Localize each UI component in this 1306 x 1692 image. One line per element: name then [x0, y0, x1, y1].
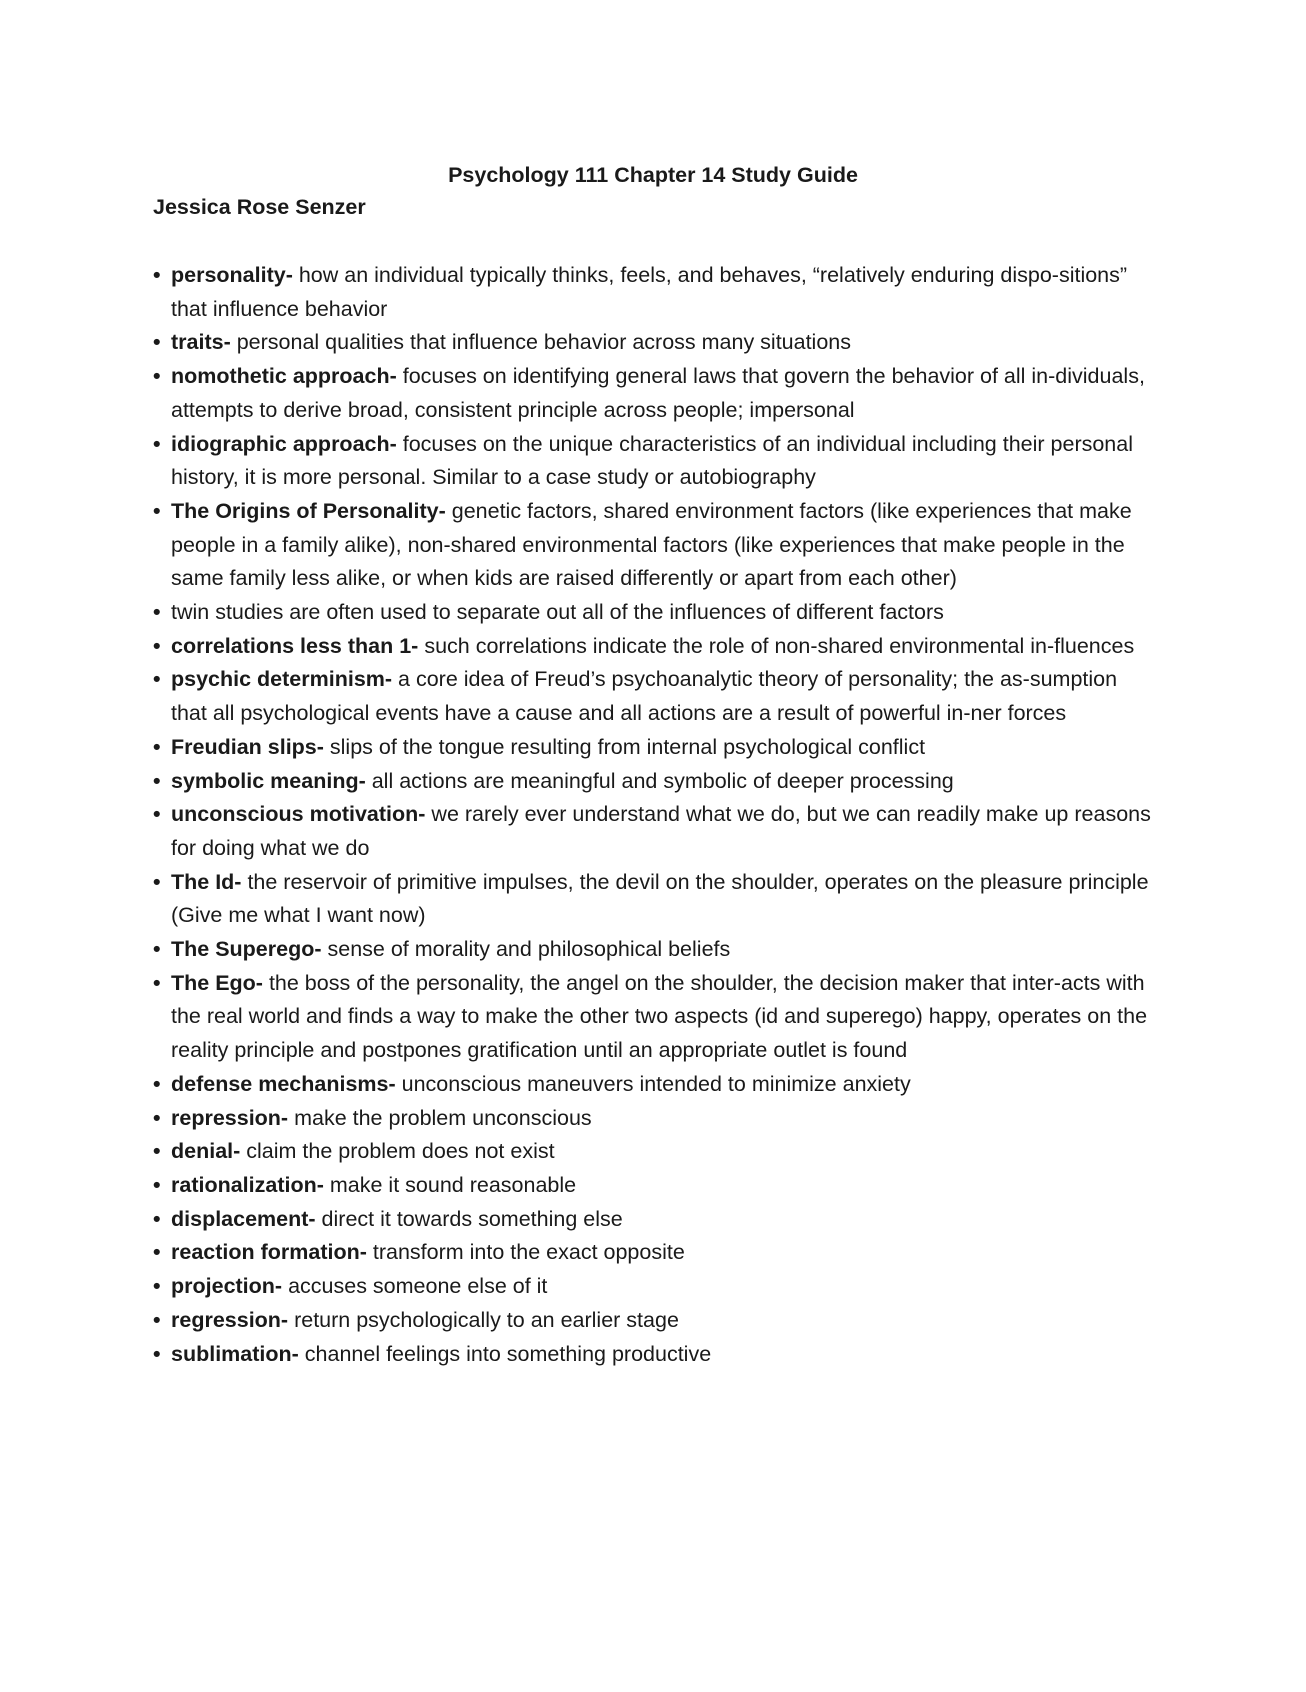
- list-item: [153, 663, 1153, 730]
- bullet-icon: •: [153, 1071, 161, 1096]
- term-label: psychic determinism-: [171, 667, 393, 692]
- list-item: [153, 428, 1153, 495]
- list-item: [153, 866, 1153, 933]
- bullet-icon: •: [153, 970, 161, 995]
- term-definition: the reservoir of primitive impulses, the devil on the shoulder, operates on the pleasure principle (Give me what I want now): [171, 869, 1149, 928]
- list-item: [153, 1304, 1153, 1338]
- term-definition: channel feelings into something productive: [298, 1341, 712, 1366]
- term-label: correlations less than 1-: [171, 633, 419, 658]
- term-definition: twin studies are often used to separate out all of the influences of different factors: [171, 600, 944, 625]
- term-definition: slips of the tongue resulting from internal psychological conflict: [323, 734, 926, 759]
- term-label: reaction formation-: [171, 1240, 367, 1265]
- list-item: [153, 596, 1153, 630]
- term-label: unconscious motivation-: [171, 802, 426, 827]
- bullet-icon: •: [153, 600, 161, 625]
- term-label: defense mechanisms-: [171, 1071, 396, 1096]
- bullet-icon: •: [153, 1307, 161, 1332]
- document-title: Psychology 111 Chapter 14 Study Guide: [448, 163, 858, 187]
- term-definition: a core idea of Freud’s psychoanalytic theory of personality; the as-sumption that all psychological events have a cause and all actions are a result of powerful in-ner forces: [171, 667, 1118, 726]
- list-item: [153, 731, 1153, 765]
- term-definition: genetic factors, shared environment factors (like experiences that make people in a family alike), non-shared environmental factors (like experiences that make people in the same family less alike, or when kids are raised differently or apart from each other): [171, 498, 1132, 591]
- list-item: [153, 1102, 1153, 1136]
- bullet-icon: •: [153, 667, 161, 692]
- list-item: [153, 259, 1153, 326]
- term-label: idiographic approach-: [171, 431, 397, 456]
- bullet-icon: •: [153, 1341, 161, 1366]
- term-label: denial-: [171, 1139, 241, 1164]
- bullet-icon: •: [153, 1172, 161, 1197]
- list-item: [153, 1270, 1153, 1304]
- list-item: [153, 765, 1153, 799]
- list-item: [153, 798, 1153, 865]
- bullet-icon: •: [153, 330, 161, 355]
- list-item: [153, 1236, 1153, 1270]
- list-item: [153, 1135, 1153, 1169]
- bullet-icon: •: [153, 937, 161, 962]
- term-label: regression-: [171, 1307, 289, 1332]
- term-definition: focuses on the unique characteristics of an individual including their personal history, it is more personal. Similar to a case study or autobiography: [171, 431, 1133, 490]
- bullet-icon: •: [153, 364, 161, 389]
- list-item: [153, 360, 1153, 427]
- list-item: [153, 1203, 1153, 1237]
- list-item: [153, 1169, 1153, 1203]
- bullet-icon: •: [153, 263, 161, 287]
- bullet-icon: •: [153, 1105, 161, 1130]
- term-definition: unconscious maneuvers intended to minimize anxiety: [395, 1071, 911, 1096]
- bullet-icon: •: [153, 768, 161, 793]
- list-item: [153, 1338, 1153, 1372]
- list-item: [153, 967, 1153, 1068]
- bullet-icon: •: [153, 1206, 161, 1231]
- term-label: Freudian slips-: [171, 734, 324, 759]
- term-definition: direct it towards something else: [315, 1206, 623, 1231]
- term-definition: sense of morality and philosophical beliefs: [321, 937, 731, 962]
- list-item: [153, 1068, 1153, 1102]
- term-label: personality-: [171, 263, 293, 287]
- term-definition: make it sound reasonable: [323, 1172, 577, 1197]
- list-item: [153, 495, 1153, 596]
- term-list: [153, 259, 1153, 1371]
- bullet-icon: •: [153, 802, 161, 827]
- term-label: rationalization-: [171, 1172, 324, 1197]
- term-label: The Ego-: [171, 970, 263, 995]
- term-definition: make the problem unconscious: [288, 1105, 592, 1130]
- term-label: projection-: [171, 1274, 283, 1299]
- term-definition: return psychologically to an earlier stage: [288, 1307, 679, 1332]
- term-label: displacement-: [171, 1206, 316, 1231]
- term-definition: transform into the exact opposite: [366, 1240, 685, 1265]
- bullet-icon: •: [153, 1274, 161, 1299]
- bullet-icon: •: [153, 431, 161, 456]
- term-definition: we rarely ever understand what we do, but we can readily make up reasons for doing what we do: [171, 802, 1151, 860]
- term-definition: personal qualities that influence behavior across many situations: [230, 330, 852, 355]
- term-label: sublimation-: [171, 1341, 299, 1366]
- list-item: [153, 933, 1153, 967]
- term-definition: such correlations indicate the role of non-shared environmental in-fluences: [418, 633, 1135, 658]
- term-label: The Id-: [171, 869, 242, 894]
- term-label: symbolic meaning-: [171, 768, 366, 793]
- term-label: The Origins of Personality-: [171, 498, 446, 523]
- term-definition: claim the problem does not exist: [240, 1139, 555, 1164]
- bullet-icon: •: [153, 1139, 161, 1164]
- list-item: [153, 326, 1153, 360]
- bullet-icon: •: [153, 498, 161, 523]
- term-definition: how an individual typically thinks, feels, and behaves, “relatively enduring dispo-sitions” that influence behavior: [171, 263, 1128, 321]
- term-label: traits-: [171, 330, 231, 355]
- term-definition: the boss of the personality, the angel on the shoulder, the decision maker that inter-acts with the real world and finds a way to make the other two aspects (id and superego) happy, operates on the reality principle and postpones gratification until an appropriate outlet is found: [171, 970, 1148, 1063]
- term-label: The Superego-: [171, 937, 322, 962]
- term-definition: all actions are meaningful and symbolic of deeper processing: [365, 768, 954, 793]
- bullet-icon: •: [153, 869, 161, 894]
- document-author: Jessica Rose Senzer: [153, 195, 366, 219]
- list-item: [153, 630, 1153, 664]
- bullet-icon: •: [153, 734, 161, 759]
- bullet-icon: •: [153, 1240, 161, 1265]
- term-definition: accuses someone else of it: [282, 1274, 548, 1299]
- term-definition: focuses on identifying general laws that govern the behavior of all in-dividuals, attempts to derive broad, consistent principle across people; impersonal: [171, 364, 1145, 422]
- bullet-icon: •: [153, 633, 161, 658]
- term-label: repression-: [171, 1105, 289, 1130]
- term-label: nomothetic approach-: [171, 364, 397, 389]
